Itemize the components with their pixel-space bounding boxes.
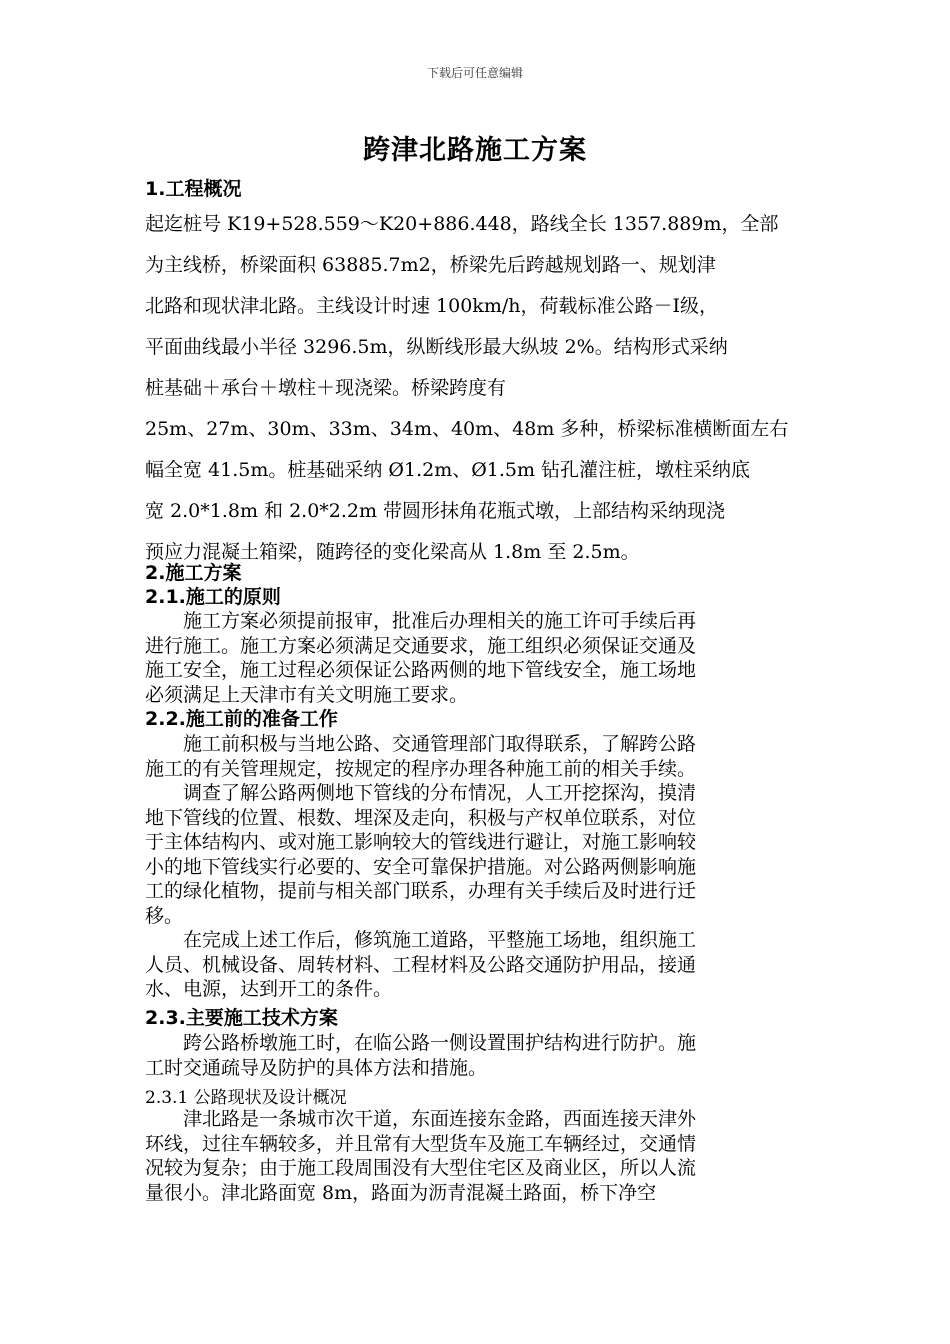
paragraph-line: 于主体结构内、或对施工影响较大的管线进行避让，对施工影响较 [145,831,697,853]
paragraph-line: 工的绿化植物，提前与相关部门联系，办理有关手续后及时进行迁 [145,880,697,902]
section-2-2-body [145,732,805,1002]
paragraph-line: 预应力混凝土箱梁，随跨径的变化梁高从 1.8m 至 2.5m。 [145,541,640,563]
section-2-heading: 2.施工方案 [145,562,242,584]
paragraph-line: 调查了解公路两侧地下管线的分布情况，人工开挖探沟，摸清 [145,782,697,804]
paragraph-line: 移。 [145,904,184,927]
paragraph-line: 人员、机械设备、周转材料、工程材料及公路交通防护用品，接通 [145,953,697,976]
section-2-3-1-heading: 2.3.1 公路现状及设计概况 [145,1088,347,1108]
paragraph-line: 施工方案必须提前报审，批准后办理相关的施工许可手续后再 [145,610,697,632]
paragraph-line: 进行施工。施工方案必须满足交通要求，施工组织必须保证交通及 [145,634,697,657]
document-title: 跨津北路施工方案 [363,135,587,166]
paragraph-line: 施工的有关管理规定，按规定的程序办理各种施工前的相关手续。 [145,757,697,780]
paragraph-line: 小的地下管线实行必要的、安全可靠保护措施。对公路两侧影响施 [145,855,697,878]
section-2-3-body [145,1031,805,1080]
section-1-body [145,204,805,573]
section-2-1-body [145,609,805,707]
paragraph-line: 跨公路桥墩施工时，在临公路一侧设置围护结构进行防护。施 [145,1032,697,1054]
paragraph-line: 起迄桩号 K19+528.559～K20+886.448，路线全长 1357.889m，全部 [145,213,779,235]
paragraph-line: 宽 2.0*1.8m 和 2.0*2.2m 带圆形抹角花瓶式墩，上部结构采纳现浇 [145,500,726,522]
paragraph-line: 工时交通疏导及防护的具体方法和措施。 [145,1056,488,1079]
paragraph-line: 25m、27m、30m、33m、34m、40m、48m 多种，桥梁标准横断面左右 [145,418,789,440]
paragraph-line: 水、电源，达到开工的条件。 [145,978,393,1000]
section-2-3-heading: 2.3.主要施工技术方案 [145,1007,338,1029]
paragraph-line: 平面曲线最小半径 3296.5m，纵断线形最大纵坡 2%。结构形式采纳 [145,336,728,358]
header-note: 下载后可任意编辑 [426,66,523,80]
paragraph-line: 必须满足上天津市有关文明施工要求。 [145,683,469,706]
paragraph-line: 况较为复杂；由于施工段周围没有大型住宅区及商业区，所以人流 [145,1157,697,1179]
paragraph-line: 地下管线的位置、根数、埋深及走向，积极与产权单位联系，对位 [145,806,697,829]
paragraph-line: 津北路是一条城市次干道，东面连接东金路，西面连接天津外 [145,1108,697,1130]
paragraph-line: 环线，过往车辆较多，并且常有大型货车及施工车辆经过，交通情 [145,1132,697,1155]
paragraph-line: 为主线桥，桥梁面积 63885.7m2，桥梁先后跨越规划路一、规划津 [145,254,716,276]
paragraph-line: 施工安全，施工过程必须保证公路两侧的地下管线安全，施工场地 [145,659,697,681]
paragraph-line: 桩基础＋承台＋墩柱＋现浇梁。桥梁跨度有 [145,377,507,399]
section-2-3-1-body [145,1107,805,1205]
section-2-2-heading: 2.2.施工前的准备工作 [145,708,338,730]
paragraph-line: 幅全宽 41.5m。桩基础采纳 Ø1.2m、Ø1.5m 钻孔灌注桩，墩柱采纳底 [145,459,751,481]
section-2-1-heading: 2.1.施工的原则 [145,586,281,608]
section-1-heading: 1.工程概况 [145,178,242,200]
paragraph-line: 量很小。津北路面宽 8m，路面为沥青混凝土路面，桥下净空 [145,1181,657,1204]
paragraph-line: 施工前积极与当地公路、交通管理部门取得联系，了解跨公路 [145,733,697,755]
paragraph-line: 在完成上述工作后，修筑施工道路，平整施工场地，组织施工 [145,929,697,951]
paragraph-line: 北路和现状津北路。主线设计时速 100km/h，荷载标准公路－Ⅰ级， [145,295,718,317]
